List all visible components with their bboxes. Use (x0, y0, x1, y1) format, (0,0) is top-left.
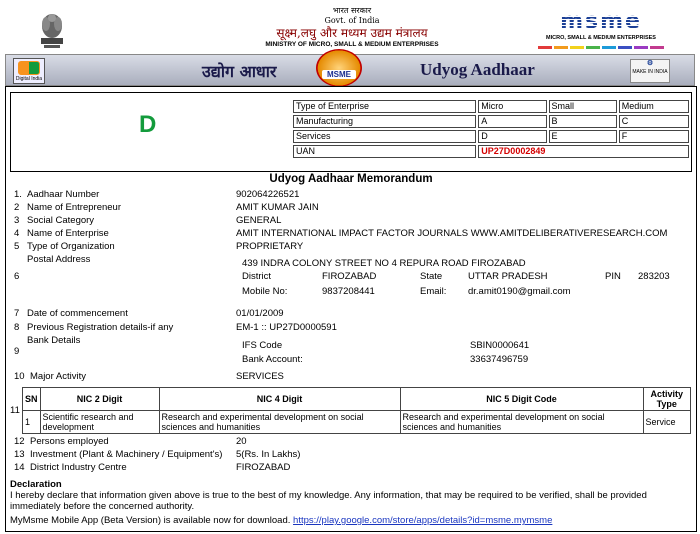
field-value: 20 (236, 436, 247, 447)
field-number: 8 (14, 322, 20, 333)
state-label: State (420, 271, 443, 282)
digital-india-icon (18, 61, 40, 75)
field-label: Investment (Plant & Machinery / Equipment's) (30, 449, 223, 460)
table-cell: 1 (23, 411, 41, 434)
table-cell: D (478, 130, 546, 143)
declaration-text: I hereby declare that information given above is true to the best of my knowledge. Any information, that may be required to be verified, shall be provided immediately before the concerned authority. (10, 490, 647, 512)
field-value: 01/01/2009 (236, 308, 284, 319)
logo-color-strip (538, 46, 664, 50)
table-row (293, 130, 689, 143)
postal-address-label: Postal Address (27, 254, 91, 265)
field-number: 12 (14, 436, 25, 447)
field-value: GENERAL (236, 215, 282, 226)
uan-value: UP27D0002849 (478, 145, 689, 158)
uan-row (293, 145, 689, 158)
table-cell: E (549, 130, 617, 143)
postal-address-value: 439 INDRA COLONY STREET NO 4 REPURA ROAD FIROZABAD (242, 258, 526, 269)
ifs-code-label: IFS Code (242, 340, 283, 351)
district-value: FIROZABAD (322, 271, 377, 282)
field-row-major-activity (10, 371, 690, 383)
mobile-app-notice (10, 515, 552, 526)
pin-value: 283203 (638, 271, 670, 282)
udyog-aadhaar-hindi-title: उद्योग आधार (202, 62, 277, 81)
table-row (293, 100, 689, 113)
enterprise-category-letter: D (139, 111, 157, 138)
certificate-page (2, 2, 698, 530)
make-in-india-logo (630, 59, 670, 83)
table-cell: Medium (619, 100, 689, 113)
table-cell: Research and experimental development on social sciences and humanities (400, 411, 643, 434)
field-row-persons-employed (10, 436, 690, 448)
memorandum-title: Udyog Aadhaar Memorandum (269, 173, 433, 185)
field-value: 5(Rs. In Lakhs) (236, 449, 301, 460)
field-number: 5 (14, 241, 20, 252)
field-label: Previous Registration details-if any (27, 322, 174, 333)
field-number: 13 (14, 449, 25, 460)
ministry-title-block (232, 6, 472, 49)
field-number: 7 (14, 308, 20, 319)
msme-logo-text: msme (538, 10, 664, 34)
field-value: SERVICES (236, 371, 284, 382)
hindi-ministry-label: सूक्ष्म,लघु और मध्यम उद्यम मंत्रालय (276, 26, 428, 40)
mobile-label: Mobile No: (242, 286, 288, 297)
table-cell: Services (293, 130, 476, 143)
field-value: EM-1 :: UP27D0000591 (236, 322, 337, 333)
make-in-india-label: MAKE IN INDIA (632, 69, 668, 75)
column-header: NIC 4 Digit (159, 388, 400, 411)
table-cell: Small (549, 100, 617, 113)
postal-address-section (10, 254, 690, 304)
enterprise-type-table (291, 98, 691, 160)
enterprise-category-box (10, 92, 692, 172)
mobile-app-text: MyMsme Mobile App (Beta Version) is available now for download. (10, 515, 291, 526)
field-number: 2 (14, 202, 20, 213)
field-row-social-category (10, 215, 690, 227)
table-row (23, 411, 691, 434)
field-label: Major Activity (30, 371, 86, 382)
bank-details-label: Bank Details (27, 335, 81, 346)
govt-of-india-label: Govt. of India (324, 16, 380, 25)
field-row-aadhaar (10, 189, 690, 201)
field-label: Type of Organization (27, 241, 115, 252)
field-value: PROPRIETARY (236, 241, 304, 252)
hindi-govt-label: भारत सरकार (332, 6, 372, 15)
table-row (293, 115, 689, 128)
column-header: NIC 2 Digit (40, 388, 159, 411)
digital-india-label: Digital India (15, 76, 43, 82)
field-label: District Industry Centre (30, 462, 127, 473)
field-number: 9 (14, 346, 20, 357)
field-number: 10 (14, 371, 25, 382)
msme-logo-subtitle: MICRO, SMALL & MEDIUM ENTERPRISES (546, 35, 656, 41)
column-header: NIC 5 Digit Code (400, 388, 643, 411)
memorandum-body (5, 86, 697, 532)
field-value: AMIT KUMAR JAIN (236, 202, 319, 213)
mobile-value: 9837208441 (322, 286, 375, 297)
column-header: Activity Type (643, 388, 690, 411)
field-label: Date of commencement (27, 308, 128, 319)
field-number: 14 (14, 462, 25, 473)
table-cell: Research and experimental development on social sciences and humanities (159, 411, 400, 434)
bank-details-section (10, 335, 690, 367)
email-value: dr.amit0190@gmail.com (468, 286, 571, 297)
seal-text: MSME (322, 70, 356, 79)
table-cell: Scientific research and development (40, 411, 159, 434)
field-row-investment (10, 449, 690, 461)
field-number: 3 (14, 215, 20, 226)
field-row-commencement (10, 308, 690, 320)
header (2, 2, 698, 54)
declaration-heading: Declaration (10, 479, 62, 490)
field-label: Name of Enterprise (27, 228, 109, 239)
field-row-previous-registration (10, 322, 690, 334)
table-cell: C (619, 115, 689, 128)
lion-icon: ⚙ (646, 60, 654, 67)
table-cell: Service (643, 411, 690, 434)
field-label: Aadhaar Number (27, 189, 100, 200)
table-cell: B (549, 115, 617, 128)
table-cell: Type of Enterprise (293, 100, 476, 113)
udyog-aadhaar-seal-icon (316, 49, 362, 87)
field-number: 1. (14, 189, 22, 200)
table-cell: A (478, 115, 546, 128)
field-row-organization-type (10, 241, 690, 253)
field-value: FIROZABAD (236, 462, 291, 473)
field-number: 11 (10, 405, 20, 416)
table-cell: Manufacturing (293, 115, 476, 128)
nic-activity-table (22, 387, 691, 434)
field-row-entrepreneur (10, 202, 690, 214)
field-value: AMIT INTERNATIONAL IMPACT FACTOR JOURNALS WWW.AMITDELIBERATIVERESEARCH.COM (236, 228, 668, 239)
bank-account-value: 33637496759 (470, 354, 529, 365)
state-value: UTTAR PRADESH (468, 271, 548, 282)
column-header: SN (23, 388, 41, 411)
ministry-label: MINISTRY OF MICRO, SMALL & MEDIUM ENTERPRISES (265, 41, 439, 48)
mobile-app-link[interactable]: https://play.google.com/store/apps/details?id=msme.mymsme (293, 515, 553, 526)
national-emblem-icon (38, 8, 66, 50)
udyog-aadhaar-title: Udyog Aadhaar (420, 60, 535, 79)
field-label: Persons employed (30, 436, 109, 447)
email-label: Email: (420, 286, 447, 297)
uan-label: UAN (293, 145, 476, 158)
bank-account-label: Bank Account: (242, 354, 303, 365)
table-cell: F (619, 130, 689, 143)
table-cell: Micro (478, 100, 546, 113)
udyog-aadhaar-banner (5, 54, 695, 86)
digital-india-logo (13, 58, 45, 84)
field-row-enterprise-name (10, 228, 690, 240)
table-header-row (23, 388, 691, 411)
field-number: 6 (14, 271, 20, 282)
ifs-code-value: SBIN0000641 (470, 340, 530, 351)
field-label: Social Category (27, 215, 95, 226)
field-row-district-industry-centre (10, 462, 690, 474)
field-number: 4 (14, 228, 20, 239)
field-label: Name of Entrepreneur (27, 202, 121, 213)
msme-logo (538, 10, 664, 42)
pin-label: PIN (605, 271, 621, 282)
field-value: 902064226521 (236, 189, 300, 200)
district-label: District (242, 271, 272, 282)
